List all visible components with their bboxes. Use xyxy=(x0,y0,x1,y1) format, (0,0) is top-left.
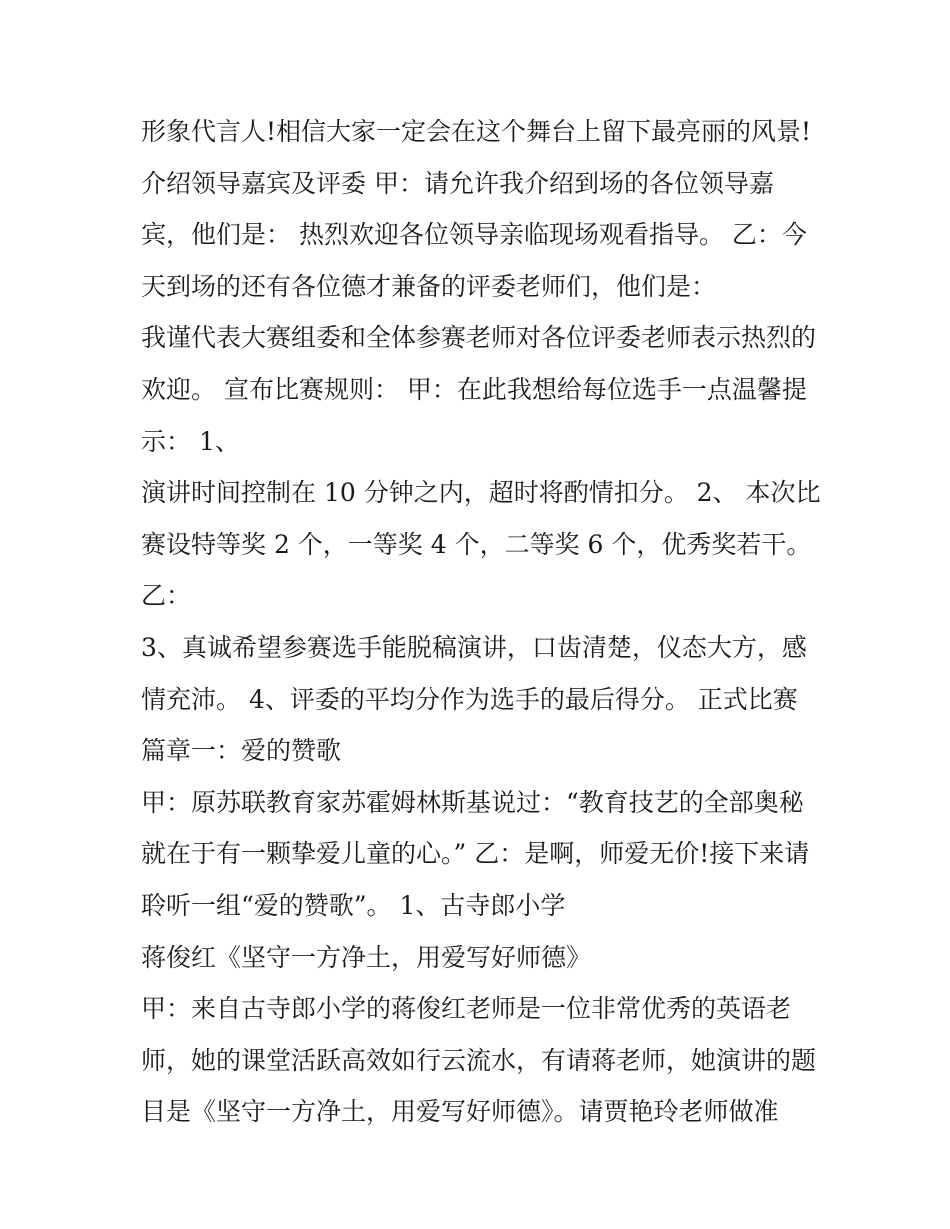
text-line: 赛设特等奖 2 个，一等奖 4 个，二等奖 6 个，优秀奖若干。 xyxy=(141,529,812,559)
text-line: 形象代言人!相信大家一定会在这个舞台上留下最亮丽的风景! xyxy=(141,117,812,146)
text-line: 甲：来自古寺郎小学的蒋俊红老师是一位非常优秀的英语老 xyxy=(141,994,792,1024)
text-line: 宾，他们是： 热烈欢迎各位领导亲临现场观看指导。 乙：今 xyxy=(141,220,807,250)
text-line: 天到场的还有各位德才兼备的评委老师们，他们是： xyxy=(141,271,717,301)
text-line: 目是《坚守一方净土，用爱写好师德》。请贾艳玲老师做准 xyxy=(141,1097,779,1127)
text-line: 乙： xyxy=(141,581,192,611)
text-line: 介绍领导嘉宾及评委 甲：请允许我介绍到场的各位领导嘉 xyxy=(141,168,774,198)
text-line: 蒋俊红《坚守一方净土，用爱写好师德》 xyxy=(141,942,592,972)
text-line: 欢迎。 宣布比赛规则： 甲：在此我想给每位选手一点温馨提 xyxy=(141,374,807,404)
text-line: 就在于有一颗挚爱儿童的心。” 乙：是啊，师爱无价!接下来请 xyxy=(141,839,810,869)
text-line: 我谨代表大赛组委和全体参赛老师对各位评委老师表示热烈的 xyxy=(141,323,817,353)
text-line: 篇章一：爱的赞歌 xyxy=(141,736,342,766)
text-line: 聆听一组“爱的赞歌”。 1、古寺郎小学 xyxy=(141,890,566,920)
text-line: 3、真诚希望参赛选手能脱稿演讲，口齿清楚，仪态大方，感 xyxy=(141,632,807,662)
text-line: 甲：原苏联教育家苏霍姆林斯基说过：“教育技艺的全部奥秘 xyxy=(141,787,804,817)
text-line: 情充沛。 4、评委的平均分作为选手的最后得分。 正式比赛 xyxy=(141,684,798,714)
text-line: 演讲时间控制在 10 分钟之内，超时将酌情扣分。 2、 本次比 xyxy=(141,478,821,508)
text-line: 师，她的课堂活跃高效如行云流水，有请蒋老师，她演讲的题 xyxy=(141,1045,817,1075)
body-text xyxy=(141,106,831,1138)
text-line: 示： 1、 xyxy=(141,426,240,456)
